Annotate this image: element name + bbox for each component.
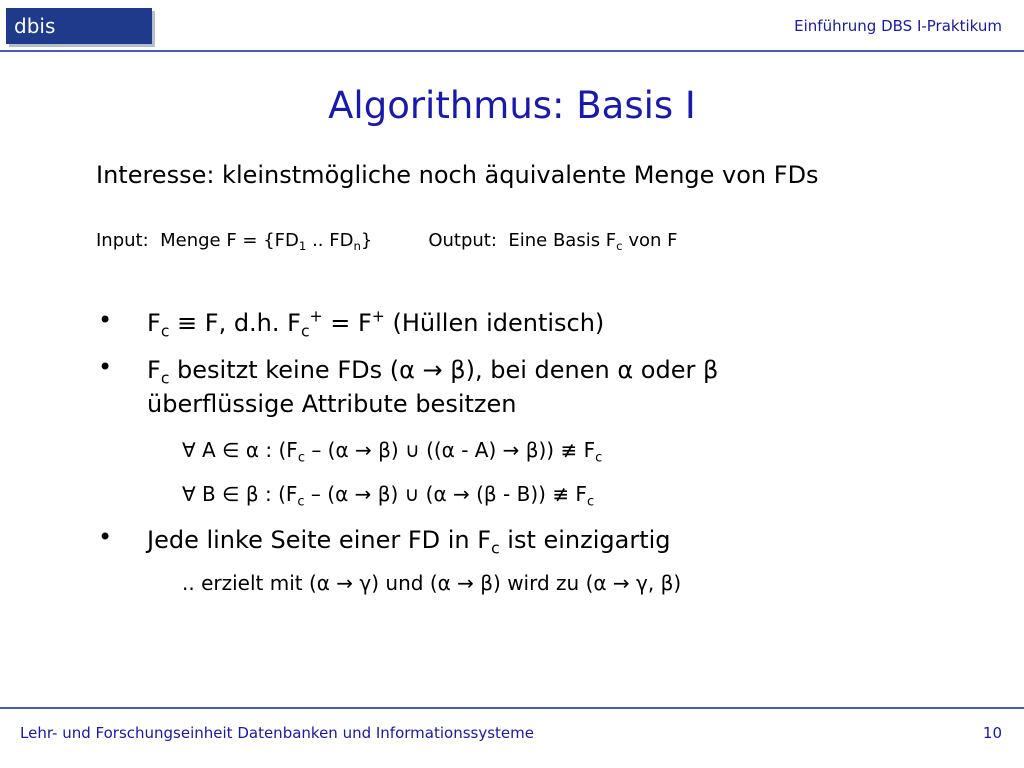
- footer-divider: [0, 707, 1024, 709]
- bullet-1-d: (Hüllen identisch): [384, 309, 605, 337]
- bullet-1-b: ≡ F, d.h. F: [169, 309, 301, 337]
- output-sub: c: [616, 239, 623, 254]
- bullet-3-a: Jede linke Seite einer FD in F: [147, 526, 492, 554]
- formula-2: [182, 482, 595, 510]
- intro-text: Interesse: kleinstmögliche noch äquivalente Menge von FDs: [96, 161, 819, 189]
- bullet-1-a: F: [147, 309, 161, 337]
- uniqueness-note: .. erzielt mit (α → γ) und (α → β) wird zu (α → γ, β): [182, 571, 682, 595]
- dbis-logo: dbis: [6, 8, 152, 44]
- formula-1-a-sub: c: [297, 450, 305, 466]
- bullet-dot: •: [98, 523, 113, 551]
- input-sub-n: n: [353, 239, 361, 254]
- bullet-dot: •: [98, 353, 113, 381]
- bullet-1: [147, 306, 604, 340]
- formula-2-a: ∀ B ∈ β : (F: [182, 482, 298, 506]
- bullet-dot: •: [98, 306, 113, 334]
- bullet-1-c-sup: +: [371, 307, 385, 326]
- formula-2-a-sub: c: [297, 494, 305, 510]
- output-end: von F: [622, 230, 678, 251]
- bullet-1-a-sub: c: [160, 322, 170, 341]
- input-sub-1: 1: [298, 239, 307, 254]
- formula-1: [182, 438, 603, 466]
- bullet-3: [147, 523, 671, 557]
- header-divider: [0, 50, 1024, 52]
- bullet-1-b-sub: c: [300, 322, 310, 341]
- bullet-2-a: F: [147, 356, 161, 384]
- bullet-2-a-sub: c: [160, 369, 170, 388]
- output-label: Output: Eine Basis F: [428, 230, 617, 251]
- input-mid: .. FD: [306, 230, 354, 251]
- formula-2-b: – (α → β) ∪ (α → (β - B)) ≢ F: [304, 482, 587, 506]
- formula-1-b-sub: c: [595, 450, 603, 466]
- bullet-2-b: besitzt keine FDs (α → β), bei denen α oder β: [169, 356, 719, 384]
- footer-institution: Lehr- und Forschungseinheit Datenbanken und Informationssysteme: [20, 724, 534, 742]
- formula-2-b-sub: c: [586, 494, 595, 510]
- course-title: Einführung DBS I-Praktikum: [794, 17, 1002, 35]
- bullet-3-a-sub: c: [491, 539, 500, 558]
- bullet-1-c: = F: [322, 309, 372, 337]
- input-output-line: [96, 230, 678, 254]
- bullet-1-b-sup: +: [309, 307, 323, 326]
- bullet-2-line2: überflüssige Attribute besitzen: [147, 390, 517, 418]
- bullet-3-b: ist einzigartig: [499, 526, 671, 554]
- input-end: }: [360, 230, 373, 251]
- input-label: Input: Menge F = {FD: [96, 230, 299, 251]
- page-number: 10: [982, 724, 1002, 742]
- formula-1-a: ∀ A ∈ α : (F: [182, 438, 298, 462]
- slide-title: Algorithmus: Basis I: [328, 84, 696, 127]
- formula-1-b: – (α → β) ∪ ((α - A) → β)) ≢ F: [304, 438, 596, 462]
- bullet-2: [147, 353, 718, 421]
